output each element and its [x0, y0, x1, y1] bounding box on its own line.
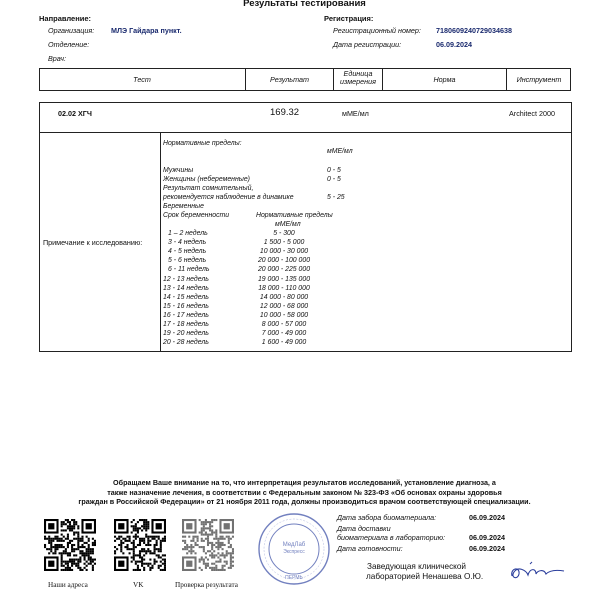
ref-term: 3 - 4 недель: [168, 239, 207, 247]
notice-line-2: также назначение лечения, в соответствии с Федеральным законом № 323-ФЗ «Об основах охраны здоровья: [107, 487, 502, 497]
women-value: 0 - 5: [327, 176, 341, 183]
ref-value: 5 - 300: [273, 230, 295, 237]
ref-term: 15 - 16 недель: [163, 302, 209, 310]
ref-value: 10 000 - 30 000: [259, 248, 309, 256]
ref-value: 14 000 - 80 000: [259, 293, 309, 301]
doctor-label: Врач:: [48, 54, 67, 63]
doubtful-label-1: Результат сомнительный,: [163, 185, 254, 192]
ref-term: 19 - 20 недель: [163, 330, 209, 338]
collect-date-value: 06.09.2024: [469, 513, 505, 522]
norm-header-2: мМЕ/мл: [275, 221, 301, 228]
svg-text:ПЕРМЬ: ПЕРМЬ: [285, 575, 303, 581]
ref-value: 8 000 - 57 000: [261, 321, 307, 328]
reg-date-label: Дата регистрации:: [333, 40, 402, 49]
ref-term: 13 - 14 недель: [163, 284, 209, 292]
notice-line-3: граждан в Российской Федерации» от 21 ноября 2011 года, должны производиться врачом соответствующей специализации.: [78, 497, 531, 506]
norm-header-1: Нормативные пределы: [256, 212, 333, 219]
org-label: Организация:: [48, 26, 95, 35]
ref-unit: мМЕ/мл: [327, 148, 353, 155]
page-title: Результаты тестирования: [243, 0, 366, 9]
department-label: Отделение:: [48, 40, 90, 49]
signature: [506, 556, 570, 586]
qr-code-vk[interactable]: [114, 519, 166, 571]
caption-verify: Проверка результата: [175, 581, 238, 589]
men-value: 0 - 5: [327, 167, 341, 174]
registration-label: Регистрация:: [324, 14, 374, 23]
ref-term: 12 - 13 недель: [163, 275, 209, 283]
men-label: Мужчины: [163, 167, 194, 174]
ref-term: 14 - 15 недель: [163, 293, 209, 301]
ref-value: 10 000 - 58 000: [259, 311, 309, 319]
doubtful-label-2: рекомендуется наблюдение в динамике: [163, 194, 294, 201]
ref-term: 6 - 11 недель: [168, 266, 210, 274]
delivery-date-label-2: биоматериала в лабораторию:: [337, 533, 446, 542]
svg-text:Экспресс: Экспресс: [283, 549, 305, 555]
caption-vk: VK: [133, 581, 144, 589]
head-line-1: Заведующая клинической: [367, 562, 466, 571]
header-instrument: Инструмент: [516, 75, 562, 84]
women-label: Женщины (небеременные): [163, 176, 250, 183]
row-unit: мМЕ/мл: [342, 109, 369, 118]
ref-term: 4 - 5 недель: [168, 248, 207, 256]
note-label: Примечание к исследованию:: [43, 238, 143, 247]
pregnant-label: Беременные: [163, 203, 204, 210]
direction-label: Направление:: [39, 14, 92, 23]
ref-value: 1 500 - 5 000: [263, 239, 305, 247]
header-test: Тест: [133, 75, 151, 84]
ref-value: 19 000 - 135 000: [257, 275, 311, 283]
ref-value: 7 000 - 49 000: [261, 330, 307, 338]
header-result: Результат: [270, 75, 309, 84]
collect-date-label: Дата забора биоматериала:: [337, 513, 437, 522]
ref-term: 20 - 28 недель: [163, 339, 209, 347]
delivery-date-label-1: Дата доставки: [337, 524, 391, 533]
row-test: 02.02 ХГЧ: [58, 109, 92, 118]
reg-number-value: 7180609240729034638: [436, 26, 512, 35]
ref-value: 20 000 - 100 000: [257, 257, 311, 265]
reg-date-value: 06.09.2024: [436, 40, 472, 49]
lab-stamp: [257, 512, 331, 586]
header-norm: Норма: [433, 75, 456, 84]
reg-number-label: Регистрационный номер:: [333, 26, 421, 35]
row-result: 169.32: [270, 107, 300, 118]
ref-value: 12 000 - 68 000: [259, 302, 309, 310]
ref-value: 20 000 - 225 000: [257, 266, 311, 274]
row-instrument: Architect 2000: [509, 109, 555, 118]
ref-term: 16 - 17 недель: [163, 311, 209, 319]
svg-text:МедЛаб: МедЛаб: [282, 542, 306, 548]
ref-value: 1 600 - 49 000: [261, 339, 307, 347]
ref-value: 18 000 - 110 000: [258, 284, 310, 292]
head-line-2: лабораторией Ненашева О.Ю.: [366, 572, 484, 581]
header-unit: Единица измерения: [340, 69, 376, 86]
caption-addresses: Наши адреса: [48, 581, 88, 589]
ref-term: 1 – 2 недель: [168, 230, 208, 237]
ready-date-label: Дата готовности:: [337, 544, 403, 553]
qr-code-verify[interactable]: [182, 519, 234, 571]
notice-line-1: Обращаем Ваше внимание на то, что интерпретация результатов исследований, установление диагноза, а: [113, 478, 496, 487]
ref-term: 5 - 6 недель: [168, 257, 207, 265]
ref-heading: Нормативные пределы:: [163, 140, 242, 147]
term-header: Срок беременности: [163, 212, 230, 219]
delivery-date-value: 06.09.2024: [469, 533, 505, 542]
doubtful-value: 5 - 25: [327, 194, 345, 201]
ready-date-value: 06.09.2024: [469, 544, 505, 553]
org-value: МЛЭ Гайдара пункт.: [111, 26, 182, 35]
qr-code-addresses[interactable]: [44, 519, 96, 571]
ref-term: 17 - 18 недель: [163, 321, 209, 328]
